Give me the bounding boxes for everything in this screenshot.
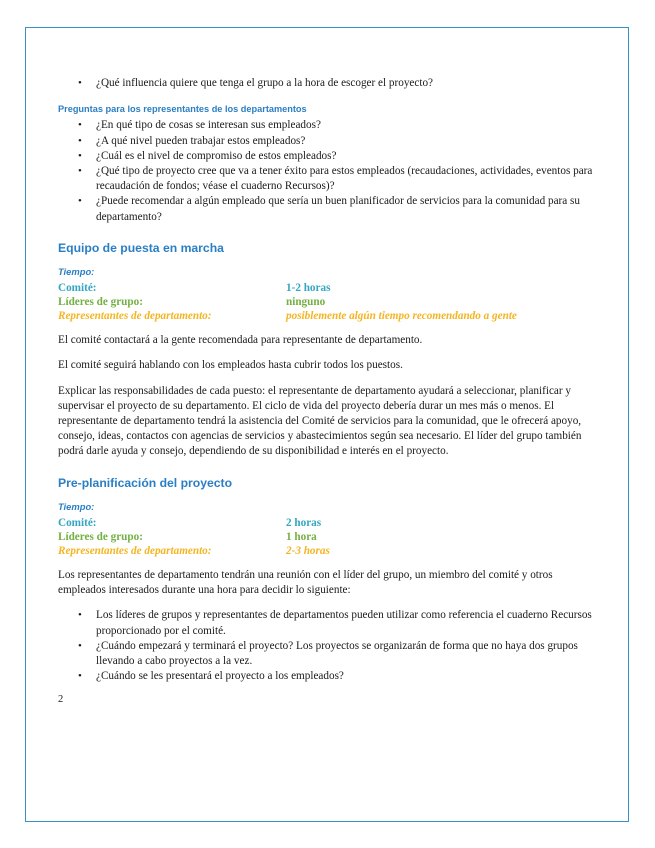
bullet-icon: • [78, 609, 82, 622]
list-item: • Los líderes de grupos y representantes de departamentos pueden utilizar como referencia el cuaderno Recursos proporcionado por el comité. [78, 609, 592, 637]
setup-row-group-leaders: Líderes de grupo: ninguno [58, 296, 326, 309]
bullet-icon: • [78, 149, 82, 162]
bullet-icon: • [78, 165, 82, 178]
list-item: • ¿Qué influencia quiere que tenga el grupo a la hora de escoger el proyecto? [58, 76, 603, 91]
page-number: 2 [58, 694, 64, 706]
list-item: • ¿Puede recomendar a algún empleado que sería un buen planificador de servicios para la comunidad para su departamento? [78, 195, 580, 223]
preplan-paragraph: Los representantes de departamento tendrán una reunión con el líder del grupo, un miembro del comité y otros empleados interesados durante una hora para decidir lo siguiente: [58, 569, 553, 597]
bullet-icon: • [78, 195, 82, 208]
setup-paragraph: El comité seguirá hablando con los empleados hasta cubrir todos los puestos. [58, 359, 403, 372]
top-bullet-list [58, 76, 603, 91]
bullet-icon: • [78, 77, 82, 89]
setup-row-dept-reps: Representantes de departamento: posiblemente algún tiempo recomendando a gente [58, 310, 517, 323]
preplan-bullet-list [58, 608, 603, 684]
list-item: • ¿Cuál es el nivel de compromiso de estos empleados? [58, 149, 603, 164]
preplan-row-group-leaders: Líderes de grupo: 1 hora [58, 531, 317, 544]
setup-paragraph: Explicar las responsabilidades de cada puesto: el representante de departamento ayudará a seleccionar, planificar y supervisar el proyecto de su departamento. El ciclo de vida del proyecto debería durar un mes más o menos. El representante de departamento tendrá la asistencia del Comité de servicios para la comunidad, que le ofrecerá apoyo, consejo, ideas, contactos con agencias de servicios y abastecimientos según sea necesario. El líder del grupo también podrá darle ayuda y consejo, dependiendo de su disponibilidad e interés en el proyecto. [58, 384, 582, 458]
setup-time-label: Tiempo: [58, 266, 95, 278]
list-item: • ¿En qué tipo de cosas se interesan sus empleados? [58, 118, 603, 133]
list-item: • ¿Cuándo empezará y terminará el proyecto? Los proyectos se organizarán de forma que no haya dos grupos llevando a cabo proyectos a la vez. [78, 639, 578, 668]
setup-row-committee: Comité: 1-2 horas [58, 282, 331, 295]
preplanning-heading: Pre-planificación del proyecto [58, 475, 233, 490]
preplan-row-dept-reps: Representantes de departamento: 2-3 horas [58, 545, 330, 558]
bullet-icon: • [78, 134, 82, 147]
preplan-time-label: Tiempo: [58, 500, 95, 512]
document-body [58, 76, 603, 708]
bullet-icon: • [78, 639, 82, 652]
list-item: • ¿Cuándo se les presentará el proyecto a los empleados? [58, 669, 603, 684]
list-item: • ¿A qué nivel pueden trabajar estos empleados? [58, 134, 603, 149]
setup-paragraph: El comité contactará a la gente recomendada para representante de departamento. [58, 334, 423, 347]
dept-questions-heading: Preguntas para los representantes de los departamentos [58, 104, 307, 115]
bullet-icon: • [78, 670, 82, 683]
setup-team-heading: Equipo de puesta en marcha [58, 240, 224, 255]
preplan-row-committee: Comité: 2 horas [58, 517, 322, 530]
bullet-icon: • [78, 119, 82, 132]
list-item: • ¿Qué tipo de proyecto cree que va a tener éxito para estos empleados (recaudaciones, actividades, eventos para recaudación de fondos; véase el cuaderno Recursos)? [78, 165, 593, 193]
dept-questions-list [58, 118, 603, 224]
